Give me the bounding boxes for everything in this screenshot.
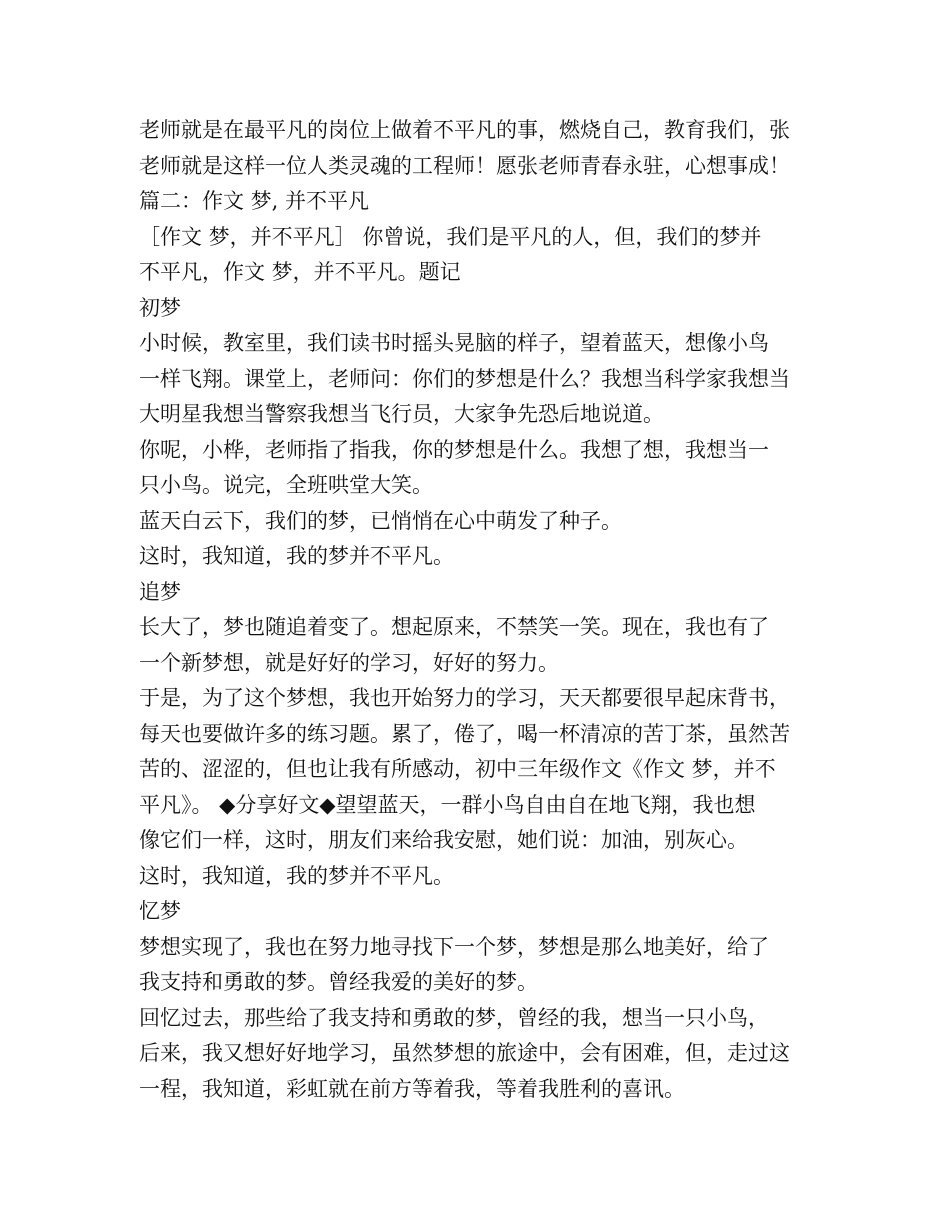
text-line: 小时候，教室里，我们读书时摇头晃脑的样子，望着蓝天，想像小鸟 [139, 331, 769, 355]
subheading-chumeng: 初梦 [139, 295, 181, 320]
text-line: 蓝天白云下，我们的梦，已悄悄在心中萌发了种子。 [139, 508, 622, 533]
text-line: 老师就是这样一位人类灵魂的工程师！愿张老师青春永驻，心想事成！ [139, 153, 790, 178]
text-line: 梦想实现了，我也在努力地寻找下一个梦，梦想是那么地美好，给了 [139, 934, 769, 959]
text-line: 一程，我知道，彩虹就在前方等着我，等着我胜利的喜讯。 [139, 1076, 685, 1101]
text-line: 这时，我知道，我的梦并不平凡。 [139, 863, 454, 888]
text-line: 不平凡，作文 梦，并不平凡。题记 [139, 260, 461, 284]
text-line: 回忆过去，那些给了我支持和勇敢的梦，曾经的我，想当一只小鸟， [139, 1005, 769, 1030]
subheading-yimeng: 忆梦 [139, 899, 181, 923]
text-line: 这时，我知道，我的梦并不平凡。 [139, 544, 454, 568]
text-line: 每天也要做许多的练习题。累了，倦了，喝一杯清凉的苦丁茶，虽然苦 [139, 721, 790, 746]
text-line: 长大了，梦也随追着变了。想起原来，不禁笑一笑。现在，我也有了 [139, 615, 769, 639]
text-line: 只小鸟。说完，全班哄堂大笑。 [139, 473, 433, 497]
text-line: 你呢，小桦，老师指了指我，你的梦想是什么。我想了想，我想当一 [139, 437, 769, 462]
document-body [139, 113, 829, 1107]
text-line: 一样飞翔。课堂上，老师问：你们的梦想是什么？我想当科学家我想当 [139, 366, 790, 391]
text-line: 后来，我又想好好地学习，虽然梦想的旅途中，会有困难，但，走过这 [139, 1041, 790, 1065]
text-line: ［作文 梦，并不平凡］ 你曾说，我们是平凡的人，但，我们的梦并 [139, 224, 762, 249]
text-line: 于是，为了这个梦想，我也开始努力的学习，天天都要很早起床背书， [139, 686, 790, 710]
text-line: 我支持和勇敢的梦。曾经我爱的美好的梦。 [139, 970, 538, 994]
text-line: 平凡》。 ◆分享好文◆望望蓝天，一群小鸟自由自在地飞翔，我也想 [139, 792, 756, 817]
text-line: 像它们一样，这时，朋友们来给我安慰，她们说：加油，别灰心。 [139, 828, 748, 852]
section-heading: 篇二：作文 梦, 并不平凡 [139, 189, 370, 213]
text-line: 苦的、涩涩的，但也让我有所感动，初中三年级作文《作文 梦，并不 [139, 757, 776, 781]
text-line: 大明星我想当警察我想当飞行员，大家争先恐后地说道。 [139, 402, 664, 426]
text-line: 一个新梦想，就是好好的学习，好好的努力。 [139, 650, 559, 675]
subheading-zhuimeng: 追梦 [139, 579, 181, 604]
text-line: 老师就是在最平凡的岗位上做着不平凡的事，燃烧自己，教育我们，张 [139, 118, 790, 142]
